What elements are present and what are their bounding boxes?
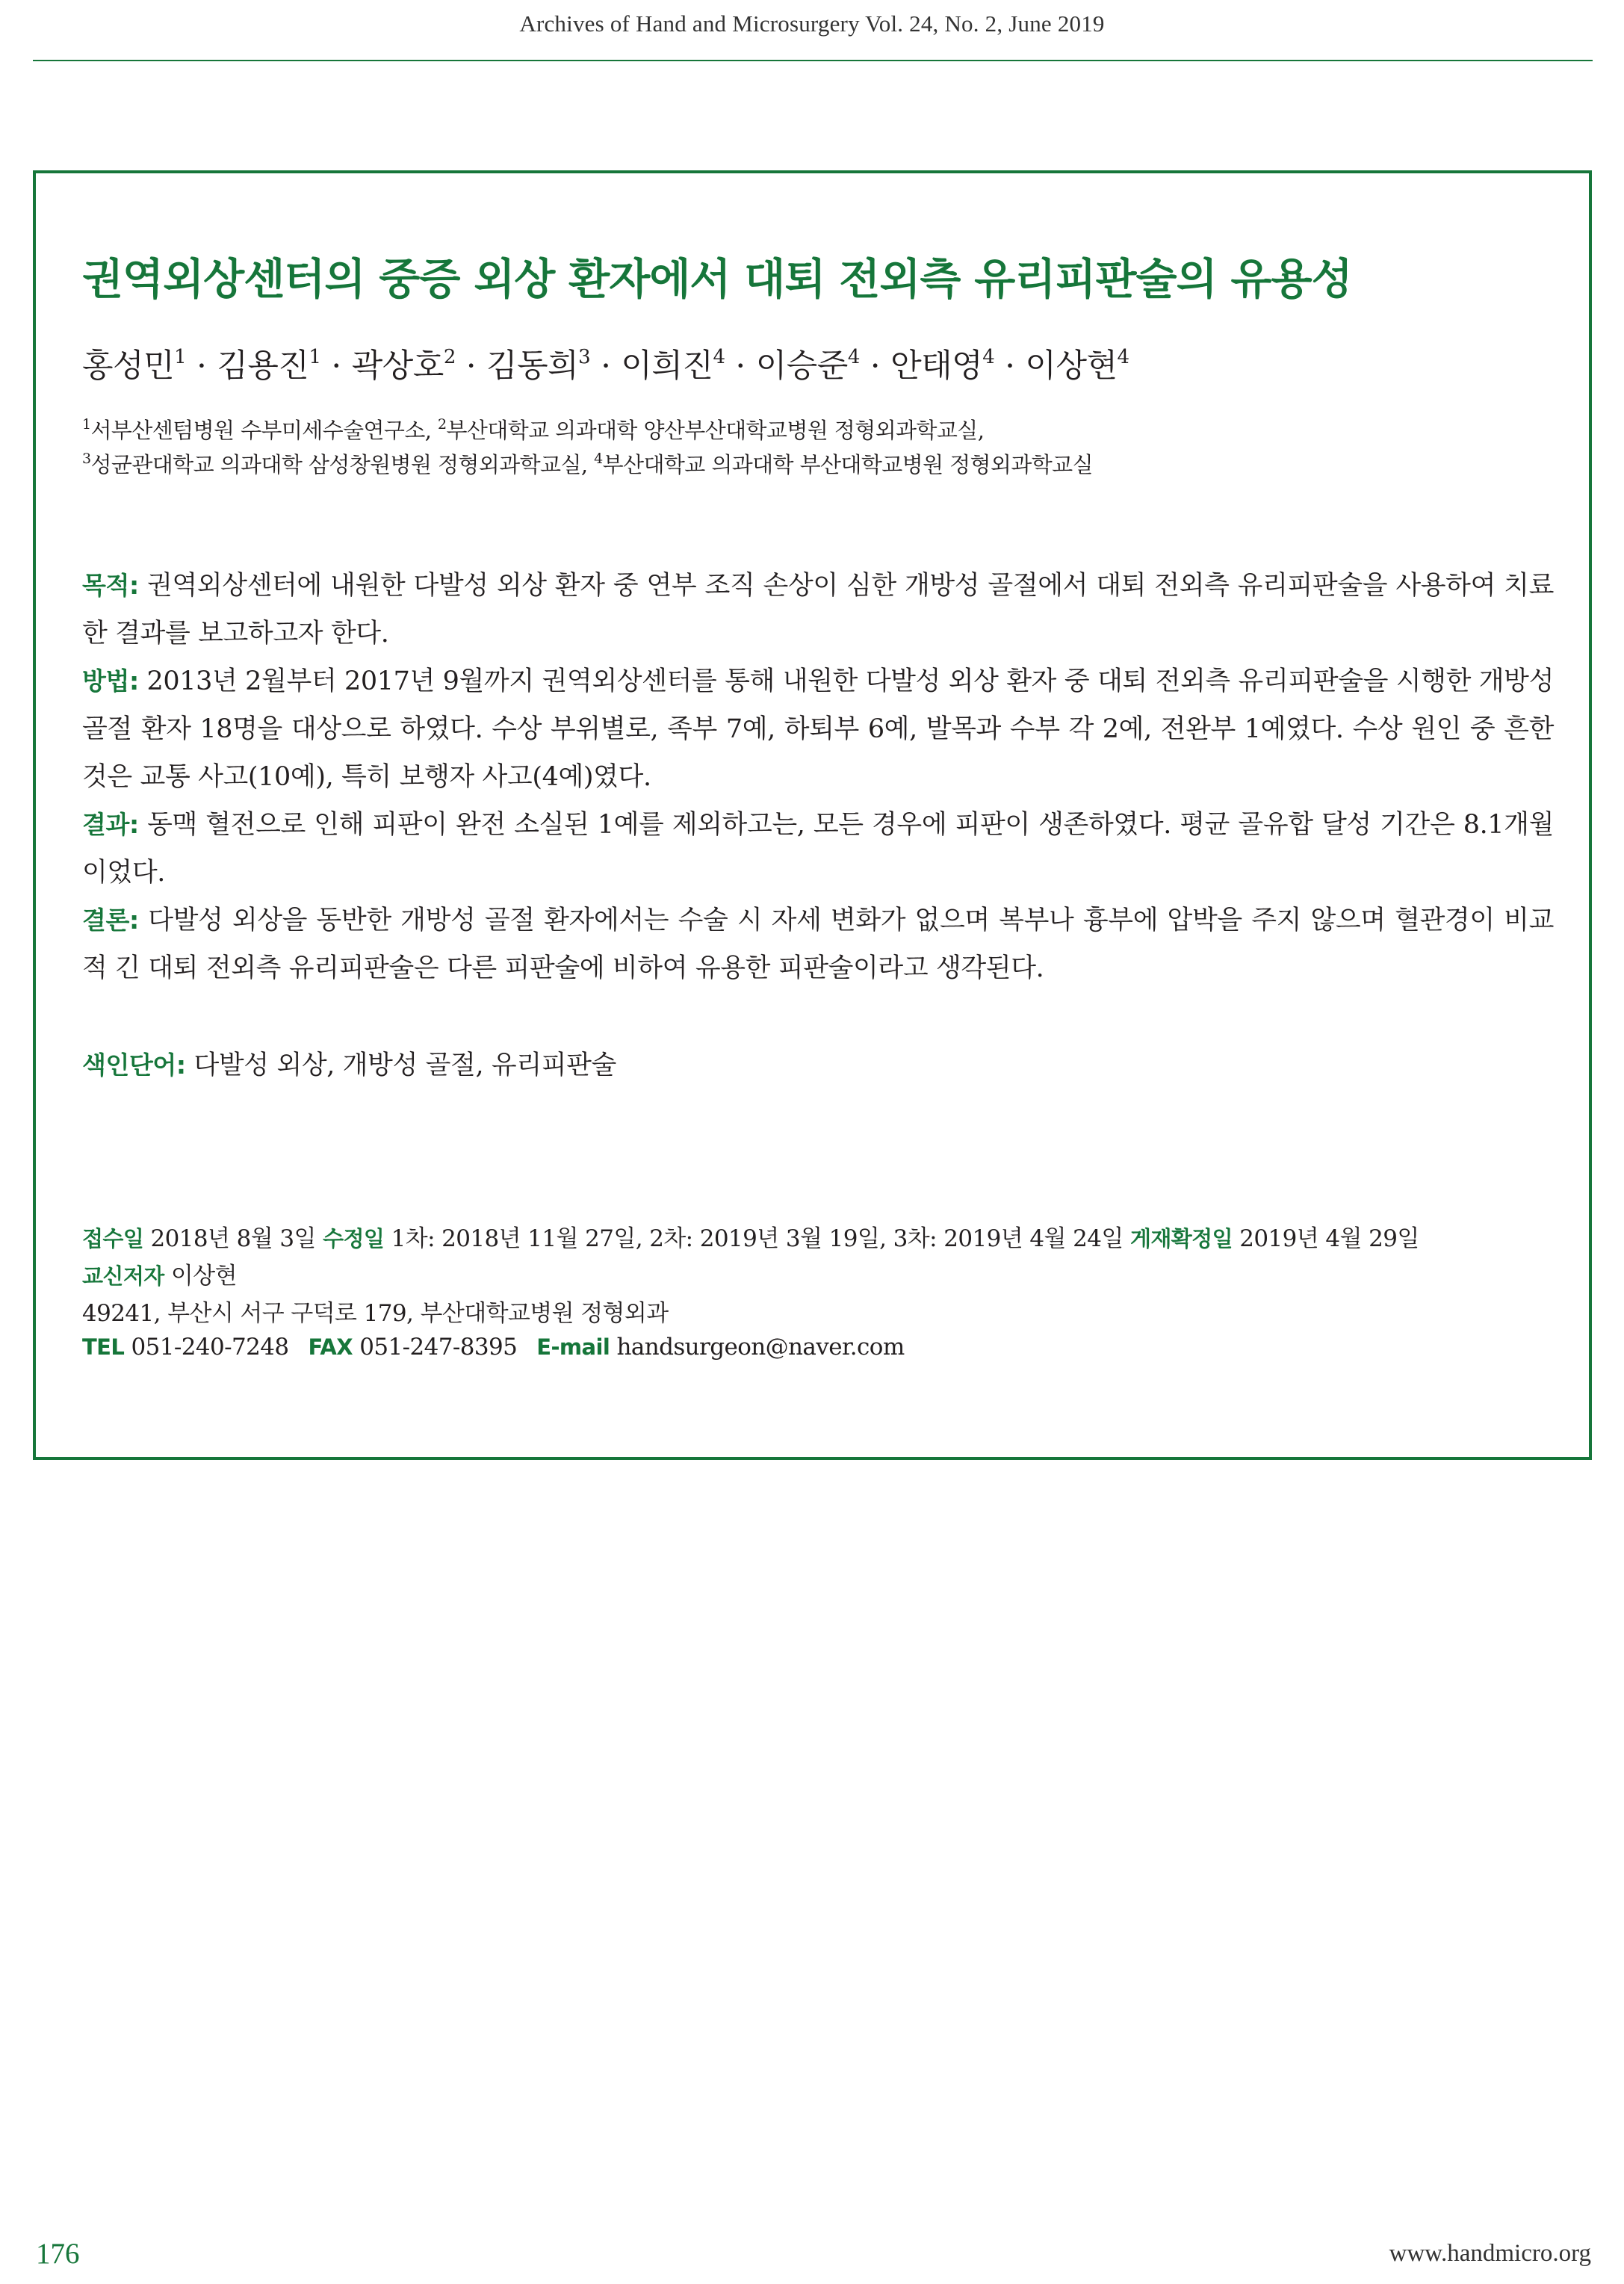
author: 안태영$^4$ xyxy=(890,346,995,385)
author: 이희진$^4$ xyxy=(621,346,725,385)
affiliation-line: $^1$서부산센텀병원 수부미세수술연구소, $^2$부산대학교 의과대학 양산부산대학교병원 정형외과학교실, xyxy=(82,416,985,443)
article-dates: 접수일 2018년 8월 3일 수정일 1차: 2018년 11월 27일, 2차: 2019년 3월 19일, 3차: 2019년 4월 24일 게재확정일 2019년 4월 29일 xyxy=(82,1225,1419,1252)
results-label: 결과: xyxy=(82,810,139,839)
author-list xyxy=(82,341,1129,386)
purpose-label: 목적: xyxy=(82,571,139,600)
author-separator: · xyxy=(735,347,746,385)
abstract-conclusions: 결론: 다발성 외상을 동반한 개방성 골절 환자에서는 수술 시 자세 변화가 없으며 복부나 흉부에 압박을 주지 않으며 혈관경이 비교적 긴 대퇴 전외측 유리피판술은 다른 피판술에 비하여 유용한 피판술이라고 생각된다. xyxy=(82,906,1554,983)
email-link[interactable]: handsurgeon@naver.com xyxy=(616,1334,905,1361)
page-number: 176 xyxy=(36,2238,80,2270)
keywords-label: 색인단어: xyxy=(82,1050,186,1080)
author: 김용진$^1$ xyxy=(217,346,321,385)
author: 곽상호$^2$ xyxy=(351,346,456,385)
article-title: 권역외상센터의 중증 외상 환자에서 대퇴 전외측 유리피판술의 유용성 xyxy=(82,255,1352,304)
journal-website[interactable]: www.handmicro.org xyxy=(1389,2240,1591,2267)
author: 이승준$^4$ xyxy=(755,346,860,385)
affiliation-line: $^3$성균관대학교 의과대학 삼성창원병원 정형외과학교실, $^4$부산대학교 의과대학 부산대학교병원 정형외과학교실 xyxy=(82,451,1094,477)
author-separator: · xyxy=(870,347,881,385)
methods-label: 방법: xyxy=(82,666,139,696)
author-separator: · xyxy=(1005,347,1015,385)
corresponding-address: 49241, 부산시 서구 구덕로 179, 부산대학교병원 정형외과 xyxy=(82,1300,669,1327)
corresponding-author: 교신저자 이상현 xyxy=(82,1263,237,1290)
abstract-box xyxy=(33,170,1592,1460)
author: 홍성민$^1$ xyxy=(82,346,187,385)
author-separator: · xyxy=(196,347,207,385)
author-separator: · xyxy=(465,347,477,385)
abstract-purpose: 목적: 권역외상센터에 내원한 다발성 외상 환자 중 연부 조직 손상이 심한 개방성 골절에서 대퇴 전외측 유리피판술을 사용하여 치료한 결과를 보고하고자 한다. xyxy=(82,571,1554,649)
author: 이상현$^4$ xyxy=(1025,346,1129,385)
author-separator: · xyxy=(331,347,341,385)
author: 김동희$^3$ xyxy=(486,346,591,385)
abstract-methods: 방법: 2013년 2월부터 2017년 9월까지 권역외상센터를 통해 내원한 다발성 외상 환자 중 대퇴 전외측 유리피판술을 시행한 개방성 골절 환자 18명을 대상으로 하였다. 수상 부위별로, 족부 7예, 하퇴부 6예, 발목과 수부 각 2예, 전완부 1예였다. 수상 원인 중 흔한 것은 교통 사고(10예), 특히 보행자 사고(4예)였다. xyxy=(82,666,1554,792)
keywords: 색인단어: 다발성 외상, 개방성 골절, 유리피판술 xyxy=(82,1050,616,1080)
author-separator: · xyxy=(601,347,611,385)
conclusions-label: 결론: xyxy=(82,906,139,935)
header-rule xyxy=(33,60,1593,61)
running-head: Archives of Hand and Microsurgery Vol. 24, No. 2, June 2019 xyxy=(519,10,1105,37)
contact-line: TEL 051-240-7248 FAX 051-247-8395 E-mail handsurgeon@naver.com xyxy=(82,1334,905,1361)
abstract-results: 결과: 동맥 혈전으로 인해 피판이 완전 소실된 1예를 제외하고는, 모든 경우에 피판이 생존하였다. 평균 골유합 달성 기간은 8.1개월이었다. xyxy=(82,810,1554,888)
